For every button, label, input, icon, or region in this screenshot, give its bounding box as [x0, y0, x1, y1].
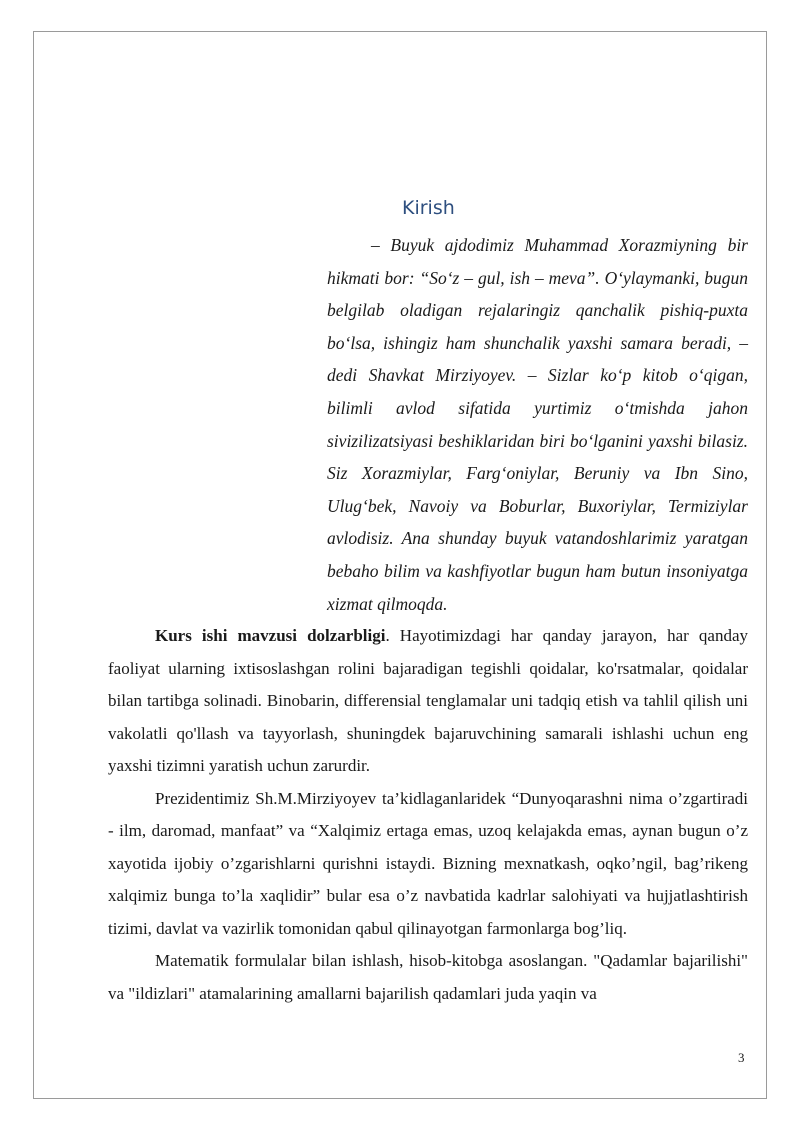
body-text: [108, 620, 748, 1010]
page-number: 3: [738, 1050, 745, 1065]
epigraph-quote: – Buyuk ajdodimiz Muhammad Xorazmiyning bir hikmati bor: “So‘z – gul, ish – meva”. O‘ylaymanki, bugun belgilab oladigan rejalaringiz qanchalik pishiq-puxta bo‘lsa, ishingiz ham shunchalik yaxshi samara beradi, – dedi Shavkat Mirziyoyev. – Sizlar ko‘p kitob o‘qigan, bilimli avlod sifatida yurtimiz o‘tmishda jahon sivizilizatsiyasi beshiklaridan biri bo‘lganini yaxshi bilasiz. Siz Xorazmiylar, Farg‘oniylar, Beruniy va Ibn Sino, Ulug‘bek, Navoiy va Boburlar, Buxoriylar, Termiziylar avlodisiz. Ana shunday buyuk vatandoshlarimiz yaratgan bebaho bilim va kashfiyotlar bugun ham butun insoniyatga xizmat qilmoqda.: [327, 235, 748, 614]
paragraph-president: Prezidentimiz Sh.M.Mirziyoyev ta’kidlaganlaridek “Dunyoqarashni nima o’zgartiradi - ilm, daromad, manfaat” va “Xalqimiz ertaga emas, uzoq kelajakda emas, aynan bugun o’z xayotida ijobiy o’zgarishlarni qurishni istaydi. Bizning mexnatkash, oqko’ngil, bag’rikeng xalqimiz bunga to’la xaqlidir” bular esa o’z navbatida kadrlar salohiyati va hujjatlashtirish tizimi, davlat va vazirlik tomonidan qabul qilinayotgan farmonlarga bog’liq.: [108, 788, 748, 938]
relevance-lead: Kurs ishi mavzusi dolzarbligi: [155, 626, 386, 645]
section-heading: Kirish: [402, 197, 455, 219]
relevance-text: . Hayotimizdagi har qanday jarayon, har qanday faoliyat ularning ixtisoslashgan rolini bajaradigan tegishli qoidalar, ko'rsatmalar, qoidalar bilan tartibga solinadi. Binobarin, differensial tenglamalar uni tadqiq etish va tahlil qilish uni vakolatli qo'llash va tayyorlash, shuningdek bajaruvchining samarali ishlashi uchun eng yaxshi tizimni yaratish uchun zarurdir.: [108, 626, 748, 775]
paragraph-math: Matematik formulalar bilan ishlash, hisob-kitobga asoslangan. "Qadamlar bajarilishi" va "ildizlari" atamalarining amallarni bajarilish qadamlari juda yaqin va: [108, 951, 748, 1003]
paragraph-relevance: [108, 620, 748, 783]
